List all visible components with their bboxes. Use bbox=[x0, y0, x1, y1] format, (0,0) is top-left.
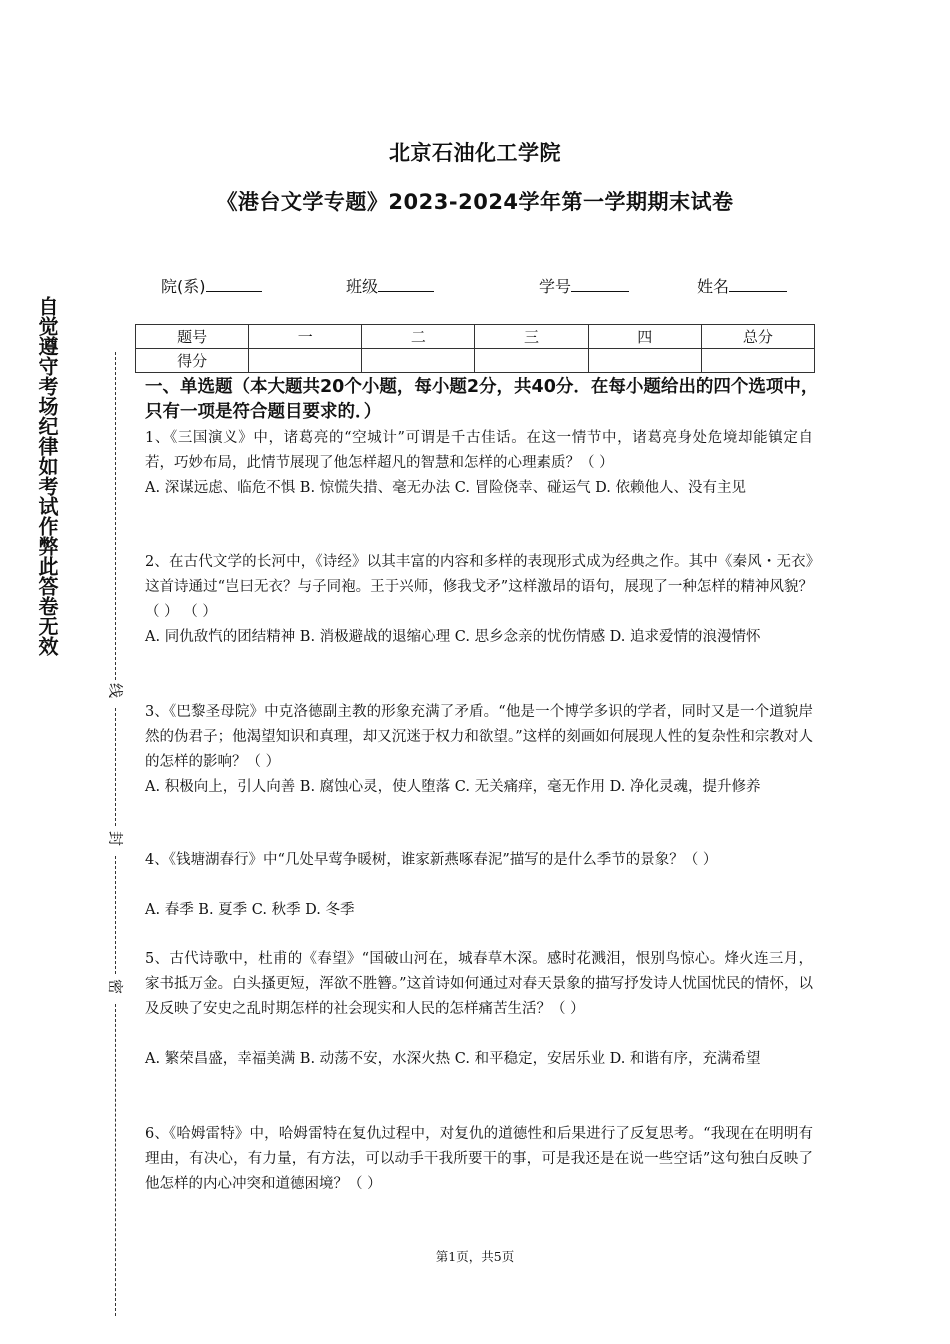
question-options: A. 同仇敌忾的团结精神 B. 消极避战的退缩心理 C. 思乡念亲的忧伤情感 D. 追求爱情的浪漫情怀 bbox=[145, 629, 761, 645]
score-table-header-row bbox=[136, 325, 815, 349]
name-label: 姓名 bbox=[697, 277, 730, 296]
question-text: 3、《巴黎圣母院》中克洛德副主教的形象充满了矛盾。“他是一个博学多识的学者，同时又是一个道貌岸然的伪君子；他渴望知识和真理，却又沉迷于权力和欲望。”这样的刻画如何展现人性的复杂性和宗教对人的怎样的影响？（ ） bbox=[145, 704, 813, 770]
question-options: A. 积极向上，引人向善 B. 腐蚀心灵，使人堕落 C. 无关痛痒，毫无作用 D. 净化灵魂，提升修养 bbox=[145, 779, 761, 795]
column-header: 四 bbox=[588, 325, 701, 349]
student-id-blank[interactable] bbox=[571, 277, 629, 292]
binding-line bbox=[115, 352, 116, 680]
section-heading: 一、单选题（本大题共20个小题，每小题2分，共40分．在每小题给出的四个选项中，只有一项是符合题目要求的．） bbox=[145, 377, 819, 422]
class-blank[interactable] bbox=[378, 277, 434, 292]
side-notice: 自觉遵守考场纪律如考试作弊此答卷无效 bbox=[35, 296, 59, 656]
question-text: 4、《钱塘湖春行》中“几处早莺争暖树，谁家新燕啄春泥”描写的是什么季节的景象？（ ） bbox=[145, 852, 718, 868]
department-blank[interactable] bbox=[206, 277, 262, 292]
binding-line bbox=[115, 856, 116, 974]
score-cell[interactable] bbox=[588, 349, 701, 373]
score-cell[interactable] bbox=[475, 349, 588, 373]
score-table bbox=[135, 324, 815, 373]
question-options: A. 深谋远虑、临危不惧 B. 惊慌失措、毫无办法 C. 冒险侥幸、碰运气 D. 依赖他人、没有主见 bbox=[145, 480, 747, 496]
student-id-label: 学号 bbox=[539, 277, 572, 296]
page-footer: 第1页，共5页 bbox=[435, 1249, 515, 1264]
question-options: A. 春季 B. 夏季 C. 秋季 D. 冬季 bbox=[145, 902, 355, 918]
binding-label-line: 线 bbox=[106, 681, 127, 701]
question-text: 6、《哈姆雷特》中，哈姆雷特在复仇过程中，对复仇的道德性和后果进行了反复思考。“我现在在明明有理由，有决心，有力量，有方法，可以动手干我所要干的事，可是我还是在说一些空话”这句独白反映了他怎样的内心冲突和道德困境？（ ） bbox=[145, 1126, 813, 1192]
binding-line bbox=[115, 708, 116, 826]
question-text: 2、在古代文学的长河中，《诗经》以其丰富的内容和多样的表现形式成为经典之作。其中《秦风・无衣》这首诗通过“岂曰无衣？与子同袍。王于兴师，修我戈矛”这样激昂的语句，展现了一种怎样的精神风貌？（ ） （ ） bbox=[145, 554, 813, 620]
question-number-label: 题号 bbox=[136, 325, 249, 349]
class-field bbox=[346, 274, 434, 297]
question-text: 1、《三国演义》中，诸葛亮的“空城计”可谓是千古佳话。在这一情节中，诸葛亮身处危境却能镇定自若，巧妙布局，此情节展现了他怎样超凡的智慧和怎样的心理素质？（ ） bbox=[145, 430, 813, 471]
name-blank[interactable] bbox=[729, 277, 787, 292]
exam-title: 《港台文学专题》2023-2024学年第一学期期末试卷 bbox=[216, 190, 734, 214]
score-cell[interactable] bbox=[701, 349, 814, 373]
score-table-score-row bbox=[136, 349, 815, 373]
binding-label-secret: 密 bbox=[106, 977, 127, 997]
column-header: 三 bbox=[475, 325, 588, 349]
school-title: 北京石油化工学院 bbox=[389, 141, 561, 165]
department-label: 院(系) bbox=[161, 277, 206, 296]
question-options: A. 繁荣昌盛，幸福美满 B. 动荡不安，水深火热 C. 和平稳定，安居乐业 D. 和谐有序，充满希望 bbox=[145, 1051, 761, 1067]
name-field bbox=[697, 274, 787, 297]
binding-line bbox=[115, 1004, 116, 1316]
score-cell[interactable] bbox=[249, 349, 362, 373]
score-cell[interactable] bbox=[362, 349, 475, 373]
score-label: 得分 bbox=[136, 349, 249, 373]
student-id-field bbox=[539, 274, 629, 297]
class-label: 班级 bbox=[346, 277, 379, 296]
column-header: 一 bbox=[249, 325, 362, 349]
department-field bbox=[161, 274, 262, 297]
binding-label-seal: 封 bbox=[106, 829, 127, 849]
column-header: 总分 bbox=[701, 325, 814, 349]
column-header: 二 bbox=[362, 325, 475, 349]
question-text: 5、古代诗歌中，杜甫的《春望》“国破山河在，城春草木深。感时花溅泪，恨别鸟惊心。烽火连三月，家书抵万金。白头搔更短，浑欲不胜簪。”这首诗如何通过对春天景象的描写抒发诗人忧国忧民的情怀，以及反映了安史之乱时期怎样的社会现实和人民的怎样痛苦生活？（ ） bbox=[145, 951, 813, 1017]
